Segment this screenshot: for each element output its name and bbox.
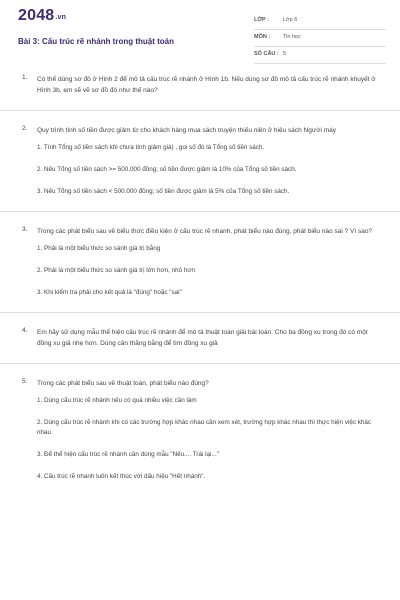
divider	[0, 312, 400, 313]
meta-key: LỚP :	[254, 17, 269, 23]
question-number: 1.	[22, 74, 28, 81]
meta-value: 5	[283, 51, 287, 57]
question-items	[37, 143, 378, 197]
list-item: 3. Khi kiểm tra phải cho kết quả là "đúng" hoặc "sai"	[37, 289, 182, 296]
meta-key: SỐ CÂU :	[254, 51, 279, 57]
question-items	[37, 396, 378, 482]
meta-value: Tin học	[283, 34, 301, 40]
divider	[0, 110, 400, 111]
list-item: 3. Để thể hiện cấu trúc rẽ nhánh cần dùng mẫu "Nếu.... Trái lại..."	[37, 451, 219, 458]
lesson-title: Bài 3: Cấu trúc rẽ nhánh trong thuật toán	[18, 37, 175, 46]
question-items	[37, 244, 378, 298]
site-logo[interactable]	[18, 7, 66, 25]
question-2	[0, 125, 400, 197]
list-item: 4. Cấu trúc rẽ nhanh luôn kết thúc với dấu hiệu "Hết nhánh".	[37, 473, 206, 480]
question-text: Em hãy sử dụng mẫu thể hiện cấu trúc rẽ nhánh để mô tả thuật toán giải bài toán: Cho ba đồng xu trong đó có một đồng xu giả nhẹ hơn. Dùng cân thăng bằng để tìm đồng xu giả	[37, 329, 368, 347]
list-item: 1. Phải là một biểu thức so sánh giá trị bằng	[37, 245, 161, 252]
question-1	[0, 74, 400, 96]
meta-value: Lớp 6	[283, 17, 298, 23]
logo-text: 2048	[18, 7, 55, 24]
list-item: 2. Dùng cấu trúc rẽ nhánh khi có các trường hợp khác nhau cần xem xét, trường hợp khác nhau thì thực hiện việc khác nhau	[37, 419, 372, 436]
question-number: 4.	[22, 327, 28, 334]
page-header	[0, 0, 400, 64]
question-text: Quy trình tính số tiền được giảm từ cho khách hàng mua sách truyện thiếu niên ở hiệu sách Người máy	[37, 127, 336, 134]
divider	[0, 363, 400, 364]
meta-row-subject	[254, 30, 386, 47]
meta-row-count	[254, 47, 386, 64]
question-5	[0, 378, 400, 482]
question-text: Trong các phát biểu sau về thuật toán, phát biểu nào đúng?	[37, 380, 209, 387]
list-item: 2. Phải là một biểu thức so sánh giá trị lớn hơn, nhỏ hơn	[37, 267, 196, 274]
question-number: 3.	[22, 226, 28, 233]
meta-key: MÔN :	[254, 34, 271, 40]
divider	[0, 211, 400, 212]
question-4	[0, 327, 400, 349]
list-item: 1. Tính Tổng số tiền sách khi chưa tính giảm giá) , gọi số đó là Tổng số tiền sách.	[37, 144, 265, 151]
meta-row-class	[254, 13, 386, 30]
question-text: Có thể dùng sơ đồ ở Hình 2 để mô tả cấu trúc rẽ nhánh ở Hình 1b. Nếu dùng sơ đồ mô tả cấu trúc rẽ nhánh khuyết ở Hình 3b, em sẽ vẽ sơ đồ đó như thế nào?	[37, 76, 376, 94]
question-text: Trong các phát biểu sau về biểu thức điều kiện ở cấu trúc rẽ nhanh, phát biểu nào đúng, phát biểu nào sai ? Vì sao?	[37, 228, 373, 235]
list-item: 3. Nếu Tổng số tiền sách < 500.000 đồng; số tiền được giảm là 5% của Tổng số tiền sách.	[37, 188, 290, 195]
question-number: 2.	[22, 125, 28, 132]
list-item: 2. Nếu Tổng số tiền sách >= 500.000 đồng; số tiền được giảm là 10% của Tổng số tiền sách.	[37, 166, 297, 173]
list-item: 1. Dùng cấu trúc rẽ nhánh nếu có quá nhiều việc cần làm	[37, 397, 197, 404]
question-list	[0, 74, 400, 482]
question-3	[0, 226, 400, 298]
logo-domain: .vn	[55, 14, 67, 21]
meta-table	[254, 13, 386, 64]
question-number: 5.	[22, 378, 28, 385]
